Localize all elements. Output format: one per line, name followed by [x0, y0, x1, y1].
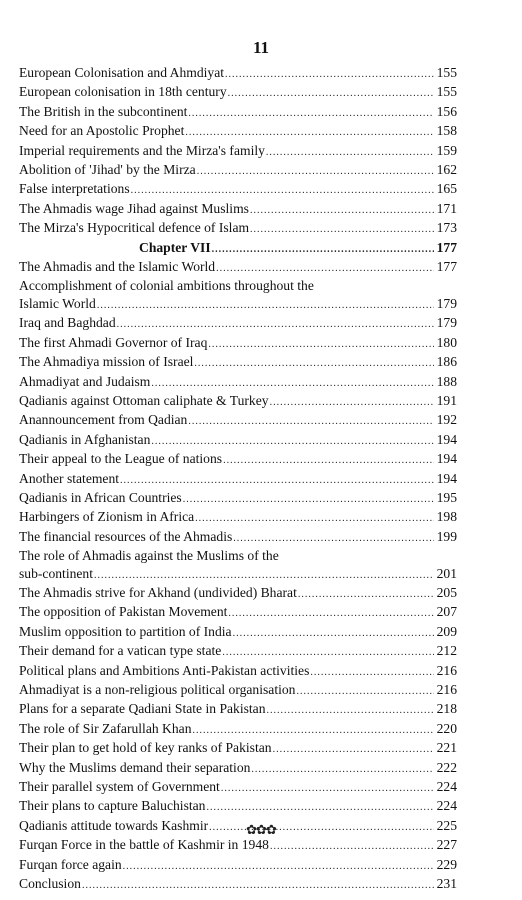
toc-entry-page: 165	[436, 181, 457, 197]
dot-leader	[270, 838, 434, 855]
toc-entry-page: 227	[436, 837, 457, 853]
toc-entry	[19, 219, 457, 238]
toc-entry-title: Ahmadiyat and Judaism	[19, 373, 151, 389]
toc-entry	[19, 83, 457, 102]
toc-entry-page: 199	[436, 528, 457, 544]
dot-leader	[270, 394, 434, 411]
toc-entry-page: 171	[436, 200, 457, 216]
toc-entry	[19, 681, 457, 700]
toc-entry-title: European Colonisation and Ahmdiyat	[19, 65, 225, 80]
toc-entry-title: Harbingers of Zionism in Africa	[19, 509, 195, 525]
toc-entry-page: 209	[436, 623, 457, 639]
toc-entry-page: 224	[436, 779, 457, 795]
toc-entry	[19, 797, 457, 816]
toc-entry-page: 205	[436, 584, 457, 600]
toc-entry	[19, 623, 457, 642]
toc-entry-title: False interpretations	[19, 181, 130, 197]
toc-entry-page: 155	[436, 84, 457, 100]
toc-entry-page: 180	[436, 334, 457, 350]
dot-leader	[296, 683, 434, 700]
toc-entry	[19, 508, 457, 527]
toc-entry-title: Furqan Force in the battle of Kashmir in 1948	[19, 837, 269, 853]
toc-entry	[19, 489, 457, 508]
toc-entry-title: Qadianis attitude towards Kashmir	[19, 817, 209, 833]
toc-entry-page: 220	[436, 720, 457, 736]
toc-entry-title: Another statement	[19, 470, 120, 486]
toc-entry-page: 222	[436, 759, 457, 775]
dot-leader	[267, 702, 434, 719]
toc-entry-page: 177	[436, 239, 457, 255]
toc-entry-title: The role of Sir Zafarullah Khan	[19, 720, 192, 736]
toc-entry	[19, 161, 457, 180]
toc-entry-title: The Ahmadis wage Jihad against Muslims	[19, 200, 249, 216]
toc-entry	[19, 314, 457, 333]
toc-entry-page: 225	[436, 817, 457, 833]
toc-entry	[19, 411, 457, 430]
toc-entry	[19, 603, 457, 622]
dot-leader	[233, 530, 434, 547]
dot-leader	[310, 664, 434, 681]
toc-entry	[19, 584, 457, 603]
toc-entry	[19, 353, 457, 372]
dot-leader	[188, 413, 434, 430]
toc-entry-title: Their plans to capture Baluchistan	[19, 798, 206, 814]
toc-entry-page: 216	[436, 662, 457, 678]
toc-entry-page: 179	[436, 315, 457, 331]
toc-entry-page: 195	[436, 489, 457, 505]
toc-entry-page: 224	[436, 798, 457, 814]
dot-leader	[221, 780, 434, 797]
toc-entry	[19, 662, 457, 681]
toc-entry	[19, 258, 457, 277]
toc-entry	[19, 875, 457, 894]
dot-leader	[228, 85, 434, 102]
dot-leader	[223, 452, 434, 469]
toc-entry	[19, 64, 457, 83]
dot-leader	[216, 260, 434, 277]
toc-entry-page: 179	[436, 295, 457, 311]
toc-entry-title: Anannouncement from Qadian	[19, 412, 188, 428]
toc-entry-title: Plans for a separate Qadiani State in Pakistan	[19, 701, 266, 717]
toc-entry	[19, 565, 457, 584]
dot-leader	[251, 761, 434, 778]
toc-entry-page: 194	[436, 470, 457, 486]
dot-leader	[97, 297, 434, 314]
dot-leader	[82, 877, 434, 894]
toc-entry	[19, 836, 457, 855]
toc-entry	[19, 142, 457, 161]
toc-entry-title: The financial resources of the Ahmadis	[19, 528, 233, 544]
toc-entry	[19, 392, 457, 411]
toc-entry-title: Furqan force again	[19, 856, 122, 872]
toc-entry-title: Their parallel system of Government	[19, 779, 220, 795]
dot-leader	[212, 241, 434, 258]
toc-entry-page: 155	[436, 65, 457, 80]
dot-leader	[193, 722, 435, 739]
toc-entry-title: Chapter VII	[139, 239, 211, 255]
toc-entry	[19, 700, 457, 719]
toc-entry	[19, 180, 457, 199]
toc-entry-title: The British in the subcontinent	[19, 103, 188, 119]
toc-entry	[19, 778, 457, 797]
dot-leader	[117, 316, 434, 333]
toc-entry-page: 173	[436, 220, 457, 236]
toc-entry-title-line1: The role of Ahmadis against the Muslims of the	[19, 548, 279, 564]
toc-entry-page: 194	[436, 431, 457, 447]
dot-leader	[298, 586, 434, 603]
toc-entry-title: Need for an Apostolic Prophet	[19, 123, 185, 139]
toc-entry-title: Their appeal to the League of nations	[19, 451, 223, 467]
toc-entry-title: The Ahmadiya mission of Israel	[19, 354, 194, 370]
dot-leader	[188, 105, 434, 122]
toc-entry-title: Imperial requirements and the Mirza's family	[19, 142, 265, 158]
dot-leader	[197, 163, 434, 180]
toc-entry-page: 177	[436, 259, 457, 275]
dot-leader	[131, 182, 434, 199]
page-number: 11	[252, 38, 270, 57]
toc-entry-page: 158	[436, 123, 457, 139]
toc-entry-page: 191	[436, 392, 457, 408]
toc-entry	[19, 122, 457, 141]
toc-entry	[19, 856, 457, 875]
toc-entry-title: Their plan to get hold of key ranks of Pakistan	[19, 740, 272, 756]
toc-entry-title: Iraq and Baghdad	[19, 315, 116, 331]
toc-entry-title: Political plans and Ambitions Anti-Pakistan activities	[19, 662, 310, 678]
toc-entry	[19, 431, 457, 450]
dot-leader	[185, 124, 434, 141]
toc-entry-page: 221	[436, 740, 457, 756]
dot-leader	[120, 472, 434, 489]
toc-entry-title: Qadianis against Ottoman caliphate & Turkey	[19, 392, 269, 408]
toc-entry-title: sub-continent	[19, 565, 93, 581]
toc-entry-title: Abolition of 'Jihad' by the Mirza	[19, 162, 196, 178]
dot-leader	[250, 202, 434, 219]
dot-leader	[151, 433, 434, 450]
toc-entry	[19, 739, 457, 758]
toc-entry-title: Qadianis in African Countries	[19, 489, 182, 505]
dot-leader	[233, 625, 434, 642]
toc-entry	[19, 528, 457, 547]
toc-entry	[19, 373, 457, 392]
toc-entry-page: 212	[436, 643, 457, 659]
table-of-contents	[19, 64, 457, 894]
toc-entry-page: 216	[436, 682, 457, 697]
dot-leader	[222, 644, 434, 661]
toc-entry-page: 207	[436, 604, 457, 620]
toc-entry-title: The first Ahmadi Governor of Iraq	[19, 334, 208, 350]
dot-leader	[183, 491, 434, 508]
toc-entry-page: 159	[436, 142, 457, 158]
toc-entry-page: 231	[436, 876, 457, 892]
toc-entry	[19, 295, 457, 314]
toc-entry-page: 198	[436, 509, 457, 525]
dot-leader	[225, 66, 434, 83]
toc-entry	[19, 642, 457, 661]
toc-entry-page: 156	[436, 103, 457, 119]
dot-leader	[250, 221, 434, 238]
toc-entry-page: 192	[436, 412, 457, 428]
toc-entry-title: The Ahmadis and the Islamic World	[19, 259, 216, 275]
toc-entry-page: 194	[436, 451, 457, 467]
toc-entry-title: European colonisation in 18th century	[19, 84, 227, 100]
dot-leader	[206, 799, 434, 816]
toc-entry-title: Their demand for a vatican type state	[19, 643, 222, 659]
toc-entry-title: Conclusion	[19, 876, 81, 892]
toc-entry-page: 201	[436, 565, 457, 581]
toc-entry-page: 162	[436, 162, 457, 178]
dot-leader	[94, 567, 434, 584]
toc-entry	[19, 470, 457, 489]
toc-entry-title: Ahmadiyat is a non-religious political organisation	[19, 682, 296, 697]
toc-entry-title: Islamic World	[19, 295, 96, 311]
toc-entry-title: Why the Muslims demand their separation	[19, 759, 251, 775]
dot-leader	[266, 144, 434, 161]
dot-leader	[208, 336, 434, 353]
toc-entry	[19, 200, 457, 219]
toc-entry	[19, 759, 457, 778]
dot-leader	[123, 858, 434, 875]
toc-entry-page: 186	[436, 354, 457, 370]
end-ornament: ✿✿✿	[246, 823, 276, 838]
toc-entry	[19, 334, 457, 353]
dot-leader	[195, 510, 434, 527]
toc-entry-title: Qadianis in Afghanistan	[19, 431, 151, 447]
toc-entry-title: The opposition of Pakistan Movement	[19, 604, 228, 620]
toc-entry	[19, 720, 457, 739]
dot-leader	[228, 605, 434, 622]
toc-entry	[19, 103, 457, 122]
toc-entry-page: 218	[436, 701, 457, 717]
dot-leader	[194, 355, 434, 372]
chapter-heading	[19, 239, 457, 258]
toc-entry-title: The Mirza's Hypocritical defence of Islam	[19, 220, 250, 236]
toc-entry-title-line1: Accomplishment of colonial ambitions throughout the	[19, 278, 314, 294]
toc-entry-title: The Ahmadis strive for Akhand (undivided) Bharat	[19, 584, 297, 600]
toc-entry	[19, 450, 457, 469]
dot-leader	[151, 375, 434, 392]
toc-entry-page: 229	[436, 856, 457, 872]
dot-leader	[273, 741, 434, 758]
toc-entry-page: 188	[436, 373, 457, 389]
toc-entry-title: Muslim opposition to partition of India	[19, 623, 232, 639]
